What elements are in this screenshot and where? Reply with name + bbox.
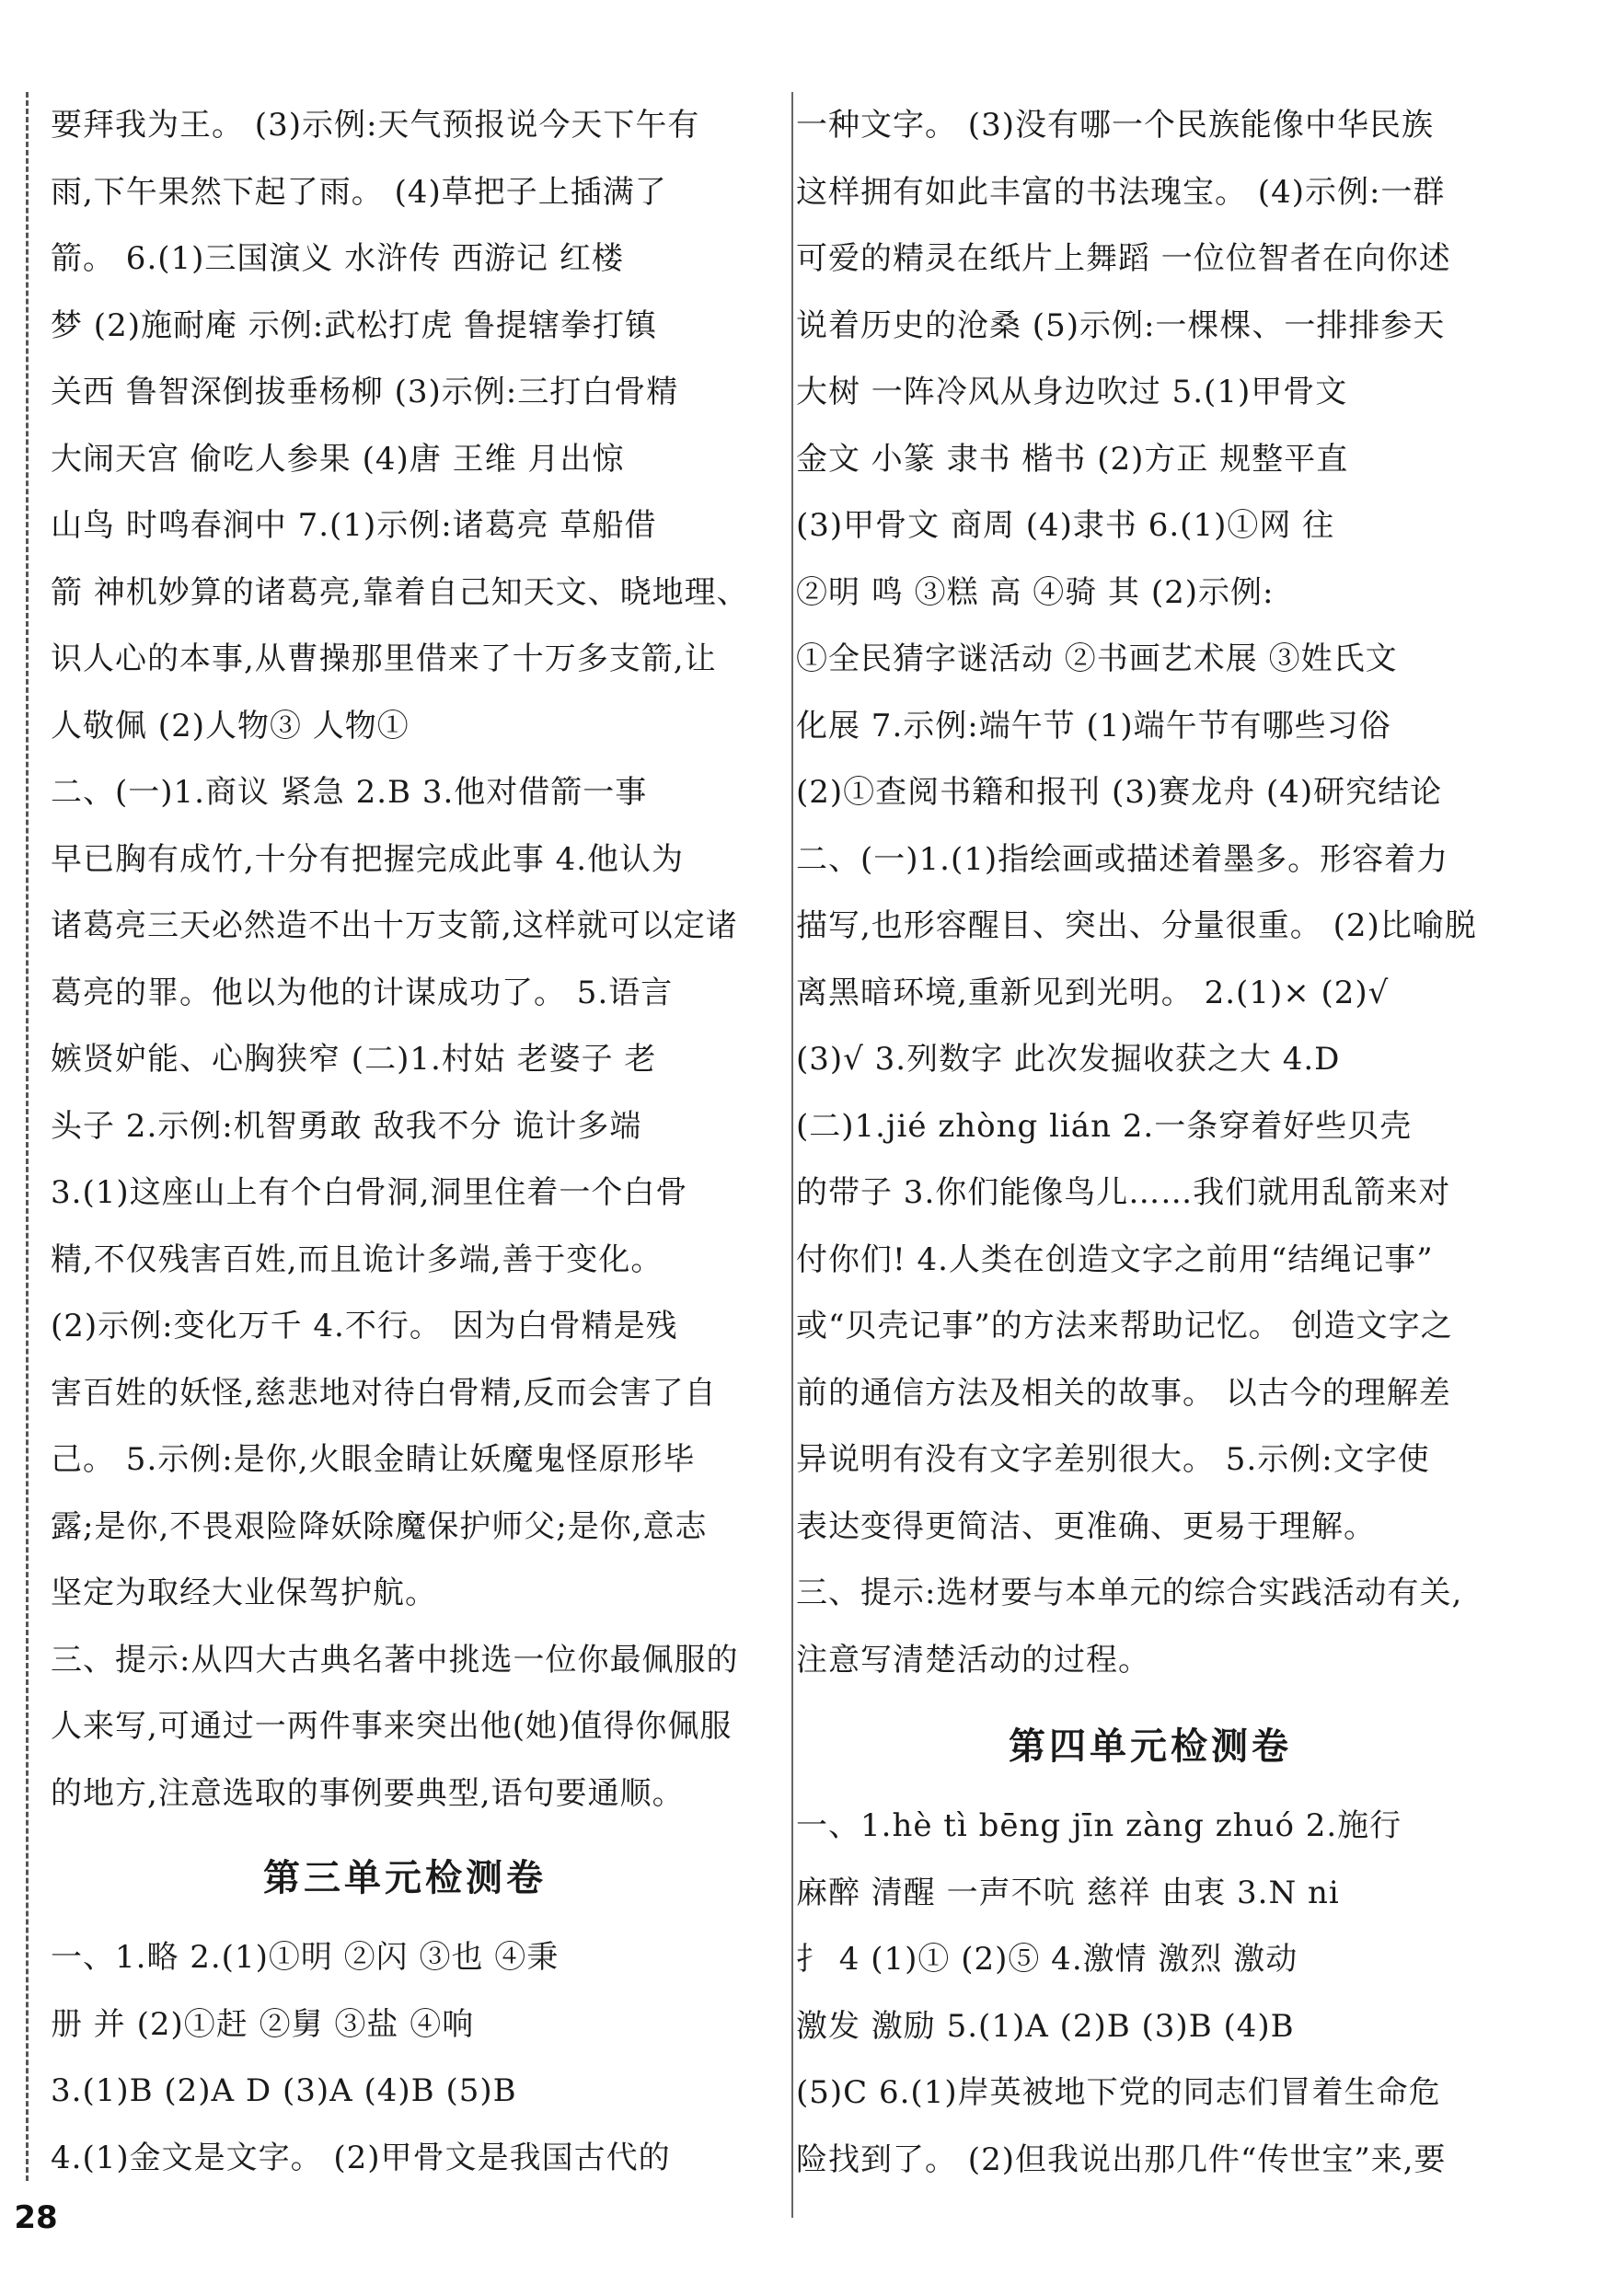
text-line: 4.(1)金文是文字。 (2)甲骨文是我国古代的 — [51, 2139, 671, 2176]
text-line: 注意写清楚活动的过程。 — [796, 1641, 1150, 1679]
text-line: 坚定为取经大业保驾护航。 — [51, 1575, 437, 1611]
text-line: 一种文字。 (3)没有哪一个民族能像中华民族 — [796, 107, 1434, 144]
text-line: 箭 神机妙算的诸葛亮,靠着自己知天文、晓地理、 — [51, 573, 749, 611]
text-line: 人敬佩 (2)人物③ 人物① — [51, 707, 410, 744]
text-line: 大闹天宫 偷吃人参果 (4)唐 王维 月出惊 — [51, 440, 625, 478]
text-line: (2)示例:变化万千 4.不行。 因为白骨精是残 — [51, 1308, 678, 1344]
text-line: 化展 7.示例:端午节 (1)端午节有哪些习俗 — [796, 707, 1391, 744]
text-line: 一、1.略 2.(1)①明 ②闪 ③也 ④秉 — [51, 1939, 560, 1976]
text-line: 山鸟 时鸣春涧中 7.(1)示例:诸葛亮 草船借 — [51, 507, 657, 544]
text-line: 表达变得更简洁、更准确、更易于理解。 — [796, 1507, 1376, 1545]
text-line: 三、提示:选材要与本单元的综合实践活动有关, — [796, 1575, 1463, 1611]
text-line: 害百姓的妖怪,慈悲地对待白骨精,反而会害了自 — [51, 1374, 717, 1412]
text-line: 激发 激励 5.(1)A (2)B (3)B (4)B — [796, 2007, 1295, 2045]
column-divider — [791, 92, 793, 2218]
text-line: 识人心的本事,从曹操那里借来了十万多支箭,让 — [51, 640, 717, 677]
text-line: 可爱的精灵在纸片上舞蹈 一位位智者在向你述 — [796, 240, 1451, 277]
text-line: 3.(1)B (2)A D (3)A (4)B (5)B — [51, 2072, 517, 2109]
section-heading-unit-3: 第三单元检测卷 — [263, 1856, 547, 1899]
text-line: 说着历史的沧桑 (5)示例:一棵棵、一排排参天 — [796, 306, 1446, 344]
text-line: 葛亮的罪。他以为他的计谋成功了。 5.语言 — [51, 974, 674, 1011]
text-line: ①全民猜字谜活动 ②书画艺术展 ③姓氏文 — [796, 640, 1398, 677]
right-column — [796, 92, 1505, 2193]
text-line: 要拜我为王。 (3)示例:天气预报说今天下午有 — [51, 107, 700, 144]
text-line: 一、1.hè tì bēng jīn zàng zhuó 2.施行 — [796, 1807, 1402, 1844]
text-line: 头子 2.示例:机智勇敢 敌我不分 诡计多端 — [51, 1107, 642, 1145]
text-line: 异说明有没有文字差别很大。 5.示例:文字使 — [796, 1441, 1430, 1478]
text-line: 的带子 3.你们能像鸟儿……我们就用乱箭来对 — [796, 1174, 1451, 1211]
text-line: (5)C 6.(1)岸英被地下党的同志们冒着生命危 — [796, 2074, 1441, 2111]
section-heading-unit-4: 第四单元检测卷 — [1009, 1725, 1292, 1768]
text-line: 的地方,注意选取的事例要典型,语句要通顺。 — [51, 1774, 685, 1812]
text-line: 或“贝壳记事”的方法来帮助记忆。 创造文字之 — [796, 1308, 1453, 1344]
text-line: 嫉贤妒能、心胸狭窄 (二)1.村姑 老婆子 老 — [51, 1041, 657, 1078]
text-line: 露;是你,不畏艰险降妖除魔保护师父;是你,意志 — [51, 1507, 708, 1545]
text-line: 大树 一阵冷风从身边吹过 5.(1)甲骨文 — [796, 374, 1348, 410]
text-line: (3)甲骨文 商周 (4)隶书 6.(1)①网 往 — [796, 507, 1335, 544]
text-line: 关西 鲁智深倒拔垂杨柳 (3)示例:三打白骨精 — [51, 374, 679, 410]
text-line: 3.(1)这座山上有个白骨洞,洞里住着一个白骨 — [51, 1174, 688, 1211]
page-number: 28 — [14, 2199, 58, 2236]
text-line: 雨,下午果然下起了雨。 (4)草把子上插满了 — [51, 173, 667, 211]
text-line: 二、(一)1.(1)指绘画或描述着墨多。形容着力 — [796, 840, 1449, 878]
text-line: 付你们! 4.人类在创造文字之前用“结绳记事” — [796, 1240, 1434, 1278]
text-line: ②明 鸣 ③糕 高 ④骑 其 (2)示例: — [796, 573, 1275, 611]
margin-dashed-rule — [26, 92, 29, 2181]
text-line: 箭。 6.(1)三国演义 水浒传 西游记 红楼 — [51, 240, 624, 277]
text-line: 扌 4 (1)① (2)⑤ 4.激情 激烈 激动 — [796, 1941, 1298, 1978]
text-line: 精,不仅残害百姓,而且诡计多端,善于变化。 — [51, 1240, 664, 1278]
text-line: 前的通信方法及相关的故事。 以古今的理解差 — [796, 1374, 1451, 1412]
text-line: (3)√ 3.列数字 此次发掘收获之大 4.D — [796, 1041, 1341, 1078]
text-line: (2)①查阅书籍和报刊 (3)赛龙舟 (4)研究结论 — [796, 774, 1443, 811]
text-line: 金文 小篆 隶书 楷书 (2)方正 规整平直 — [796, 440, 1349, 478]
text-line: 二、(一)1.商议 紧急 2.B 3.他对借箭一事 — [51, 774, 648, 811]
text-line: 这样拥有如此丰富的书法瑰宝。 (4)示例:一群 — [796, 173, 1446, 211]
text-line: 人来写,可通过一两件事来突出他(她)值得你佩服 — [51, 1708, 733, 1745]
text-line: 册 并 (2)①赶 ②舅 ③盐 ④响 — [51, 2005, 475, 2043]
text-line: 梦 (2)施耐庵 示例:武松打虎 鲁提辖拳打镇 — [51, 306, 658, 344]
text-line: 己。 5.示例:是你,火眼金睛让妖魔鬼怪原形毕 — [51, 1441, 696, 1478]
text-line: 早已胸有成竹,十分有把握完成此事 4.他认为 — [51, 840, 685, 878]
text-line: (二)1.jié zhòng lián 2.一条穿着好些贝壳 — [796, 1107, 1413, 1145]
text-line: 描写,也形容醒目、突出、分量很重。 (2)比喻脱 — [796, 907, 1477, 944]
text-line: 麻醉 清醒 一声不吭 慈祥 由衷 3.N ni — [796, 1874, 1340, 1911]
text-line: 离黑暗环境,重新见到光明。 2.(1)× (2)√ — [796, 974, 1390, 1011]
left-column — [51, 92, 759, 2191]
text-line: 险找到了。 (2)但我说出那几件“传世宝”来,要 — [796, 2140, 1447, 2178]
text-line: 三、提示:从四大古典名著中挑选一位你最佩服的 — [51, 1641, 739, 1679]
text-line: 诸葛亮三天必然造不出十万支箭,这样就可以定诸 — [51, 907, 738, 944]
